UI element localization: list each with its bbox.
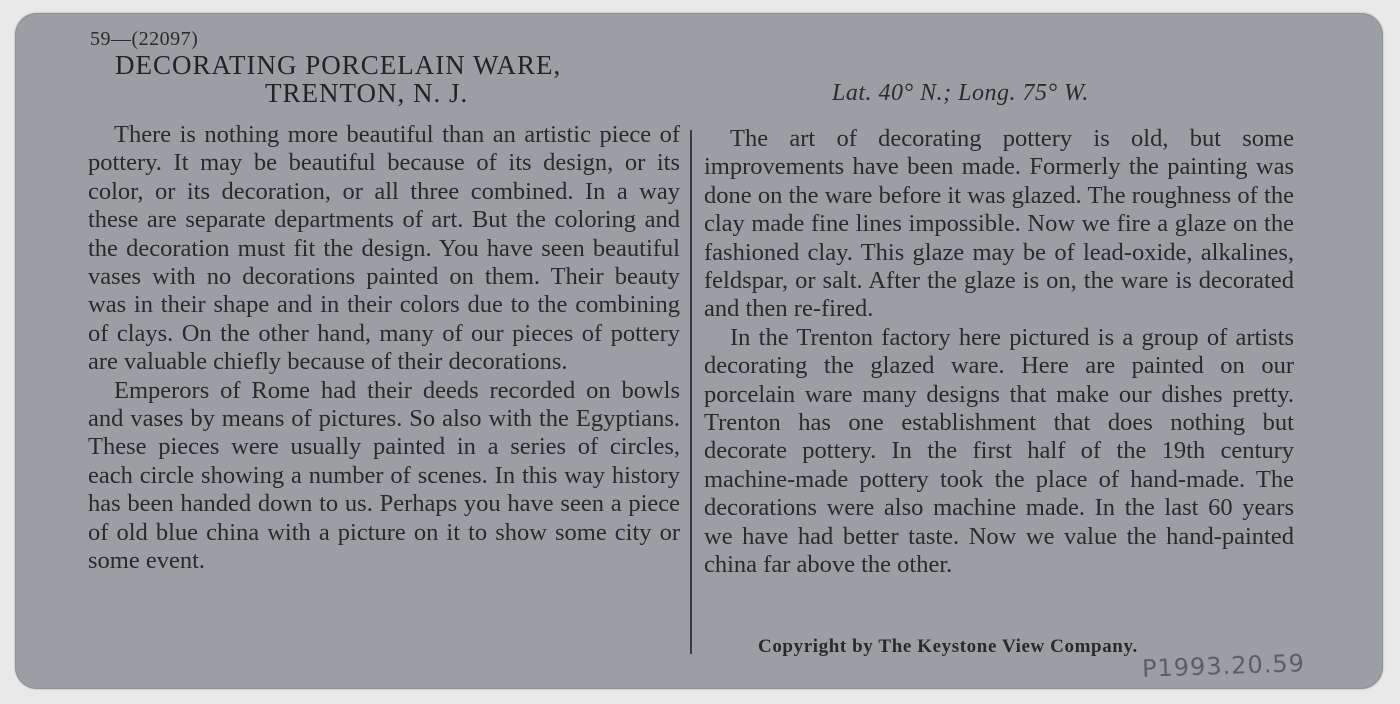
right-column-text [704,125,1294,580]
card-number: 59—(22097) [90,28,199,50]
paragraph: The art of decorating pottery is old, but some improvements have been made. Formerly the painting was done on the ware before it was glazed. The roughness of the clay made fine lines impossible. Now we fire a glaze on the fashioned clay. This glaze may be of lead-oxide, alkalines, feldspar, or salt. After the glaze is on, the ware is decorated and then re-fired. [704,125,1294,323]
title-line-1: DECORATING PORCELAIN WARE, [115,50,562,80]
paragraph: In the Trenton factory here pictured is a group of artists decorating the glazed ware. Here are painted on our porcelain ware many designs that make our dishes pretty. Trenton has one establishment that does nothing but decorate pottery. In the first half of the 19th century machine-made pottery took the place of hand-made. The decorations were also machine made. In the last 60 years we have had better taste. Now we value the hand-painted china far above the other. [704,323,1294,579]
copyright-notice: Copyright by The Keystone View Company. [758,636,1138,657]
paragraph: Emperors of Rome had their deeds recorded on bowls and vases by means of pictures. So also with the Egyptians. These pieces were usually painted in a series of circles, each circle showing a number of scenes. In this way history has been handed down to us. Perhaps you have seen a piece of old blue china with a picture on it to show some city or some event. [88,376,680,575]
left-column-text [88,121,680,576]
column-divider [690,130,692,654]
title-line-2: TRENTON, N. J. [265,78,469,108]
paragraph: There is nothing more beautiful than an artistic piece of pottery. It may be beautiful because of its design, or its color, or its decoration, or all three combined. In a way these are separate departments of art. But the coloring and the decoration must fit the design. You have seen beautiful vases with no decorations painted on them. Their beauty was in their shape and in their colors due to the combining of clays. On the other hand, many of our pieces of pottery are valuable chiefly because of their decorations. [88,121,680,376]
latitude-longitude: Lat. 40° N.; Long. 75° W. [832,80,1089,106]
catalog-number-handwritten: P1993.20.59 [1141,649,1306,683]
